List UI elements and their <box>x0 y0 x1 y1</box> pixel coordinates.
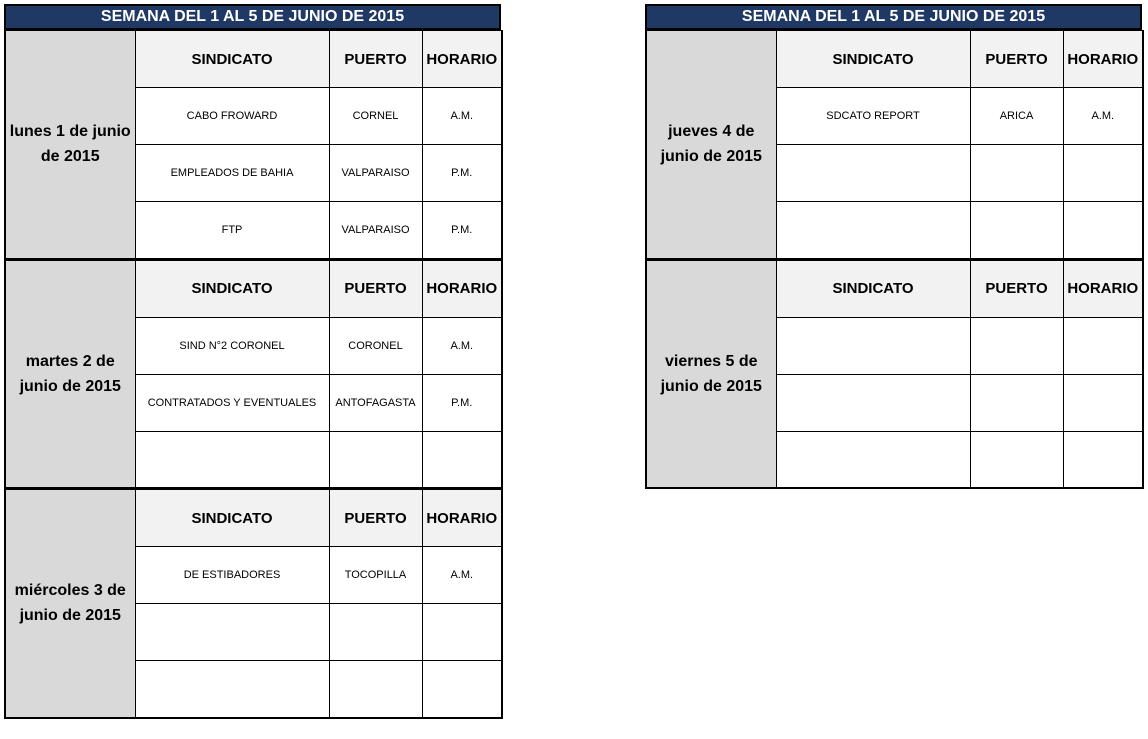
puerto-cell: CORNEL <box>329 88 422 145</box>
sindicato-cell: EMPLEADOS DE BAHIA <box>135 145 329 202</box>
puerto-cell <box>970 374 1063 431</box>
sindicato-cell: FTP <box>135 202 329 259</box>
header-row <box>646 260 1143 317</box>
sindicato-cell: DE ESTIBADORES <box>135 547 329 604</box>
horario-cell <box>1063 317 1143 374</box>
puerto-cell <box>329 431 422 488</box>
header-sindicato: SINDICATO <box>776 260 970 317</box>
header-horario: HORARIO <box>422 31 502 88</box>
horario-cell <box>422 604 502 661</box>
day-label: jueves 4 de junio de 2015 <box>646 31 776 259</box>
day-label: viernes 5 de junio de 2015 <box>646 260 776 488</box>
header-sindicato: SINDICATO <box>135 490 329 547</box>
sindicato-cell: SDCATO REPORT <box>776 88 970 145</box>
puerto-cell <box>329 604 422 661</box>
horario-cell <box>1063 145 1143 202</box>
sindicato-cell: CONTRATADOS Y EVENTUALES <box>135 374 329 431</box>
schedule-block-right <box>645 4 1142 489</box>
sindicato-cell <box>776 202 970 259</box>
horario-cell: P.M. <box>422 145 502 202</box>
day-table <box>645 30 1144 260</box>
week-title: SEMANA DEL 1 AL 5 DE JUNIO DE 2015 <box>645 4 1142 30</box>
day-table <box>4 489 503 719</box>
sindicato-cell <box>135 604 329 661</box>
sindicato-cell <box>776 145 970 202</box>
sindicato-cell <box>776 374 970 431</box>
header-puerto: PUERTO <box>329 31 422 88</box>
puerto-cell: TOCOPILLA <box>329 547 422 604</box>
header-sindicato: SINDICATO <box>135 260 329 317</box>
day-tables <box>645 30 1142 489</box>
header-puerto: PUERTO <box>970 31 1063 88</box>
day-label: martes 2 de junio de 2015 <box>5 260 135 488</box>
puerto-cell: ARICA <box>970 88 1063 145</box>
schedule-block-left <box>4 4 501 719</box>
day-tables <box>4 30 501 719</box>
day-table <box>645 260 1144 490</box>
header-row <box>646 31 1143 88</box>
horario-cell: A.M. <box>422 317 502 374</box>
horario-cell: A.M. <box>1063 88 1143 145</box>
puerto-cell <box>970 431 1063 488</box>
horario-cell <box>422 431 502 488</box>
header-row <box>5 260 502 317</box>
horario-cell: P.M. <box>422 202 502 259</box>
sindicato-cell: SIND N°2 CORONEL <box>135 317 329 374</box>
sindicato-cell <box>135 431 329 488</box>
header-sindicato: SINDICATO <box>776 31 970 88</box>
puerto-cell <box>970 317 1063 374</box>
puerto-cell <box>970 145 1063 202</box>
header-sindicato: SINDICATO <box>135 31 329 88</box>
puerto-cell: CORONEL <box>329 317 422 374</box>
header-horario: HORARIO <box>1063 31 1143 88</box>
day-table <box>4 260 503 490</box>
day-label: lunes 1 de junio de 2015 <box>5 31 135 259</box>
header-puerto: PUERTO <box>329 490 422 547</box>
header-puerto: PUERTO <box>970 260 1063 317</box>
horario-cell: A.M. <box>422 547 502 604</box>
week-title: SEMANA DEL 1 AL 5 DE JUNIO DE 2015 <box>4 4 501 30</box>
day-table <box>4 30 503 260</box>
sindicato-cell <box>776 431 970 488</box>
header-row <box>5 490 502 547</box>
puerto-cell: ANTOFAGASTA <box>329 374 422 431</box>
puerto-cell <box>329 661 422 718</box>
horario-cell <box>422 661 502 718</box>
header-horario: HORARIO <box>422 260 502 317</box>
sindicato-cell: CABO FROWARD <box>135 88 329 145</box>
header-row <box>5 31 502 88</box>
sindicato-cell <box>776 317 970 374</box>
puerto-cell <box>970 202 1063 259</box>
horario-cell: P.M. <box>422 374 502 431</box>
horario-cell <box>1063 202 1143 259</box>
puerto-cell: VALPARAISO <box>329 145 422 202</box>
horario-cell <box>1063 431 1143 488</box>
horario-cell: A.M. <box>422 88 502 145</box>
sindicato-cell <box>135 661 329 718</box>
header-horario: HORARIO <box>422 490 502 547</box>
puerto-cell: VALPARAISO <box>329 202 422 259</box>
day-label: miércoles 3 de junio de 2015 <box>5 490 135 718</box>
header-horario: HORARIO <box>1063 260 1143 317</box>
header-puerto: PUERTO <box>329 260 422 317</box>
horario-cell <box>1063 374 1143 431</box>
